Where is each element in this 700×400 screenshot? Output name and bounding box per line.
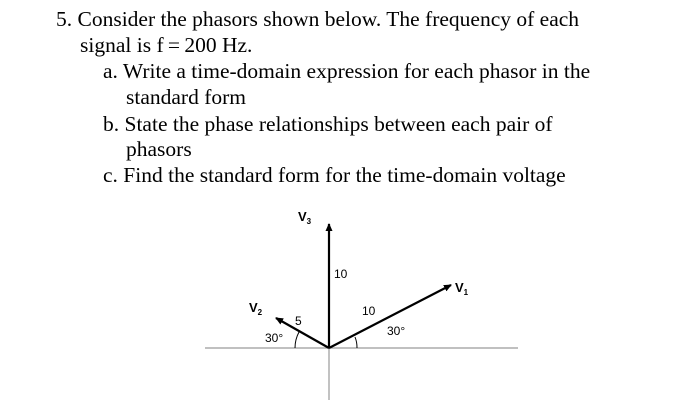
phasor-v2-arrow (276, 318, 329, 348)
part-a-line-2: standard form (126, 85, 247, 109)
part-b-text: State the phase relationships between each pair of (124, 112, 553, 136)
part-a-text: Write a time-domain expression for each phasor in the (122, 59, 591, 83)
angle-arc-v1 (355, 337, 357, 348)
part-b-marker: b. (103, 112, 120, 136)
part-b-line-2: phasors (126, 137, 192, 161)
problem-intro-text: Consider the phasors shown below. The frequency of each (77, 7, 580, 31)
phasor-v2-label: $V_2$ (249, 300, 263, 317)
phasor-v1-magnitude: 10 (362, 304, 376, 318)
phasor-v1-angle: 30° (387, 324, 406, 338)
phasor-v1-label: $V_1$ (455, 280, 469, 297)
phasor-v3-magnitude: 10 (334, 267, 348, 281)
phasor-v2-angle: 30° (265, 331, 284, 345)
angle-arc-v2 (295, 332, 299, 348)
phasor-v1-arrow (329, 285, 451, 348)
phasor-v3-label: $V_3$ (298, 209, 312, 226)
part-a-marker: a. (103, 59, 118, 83)
problem-intro-line-2: signal is f = 200 Hz. (80, 33, 253, 57)
phasor-v2-magnitude: 5 (295, 314, 302, 328)
part-c-marker: c. (103, 163, 118, 187)
problem-number: 5. (56, 7, 73, 31)
part-c-text: Find the standard form for the time-domain voltage (123, 163, 566, 187)
